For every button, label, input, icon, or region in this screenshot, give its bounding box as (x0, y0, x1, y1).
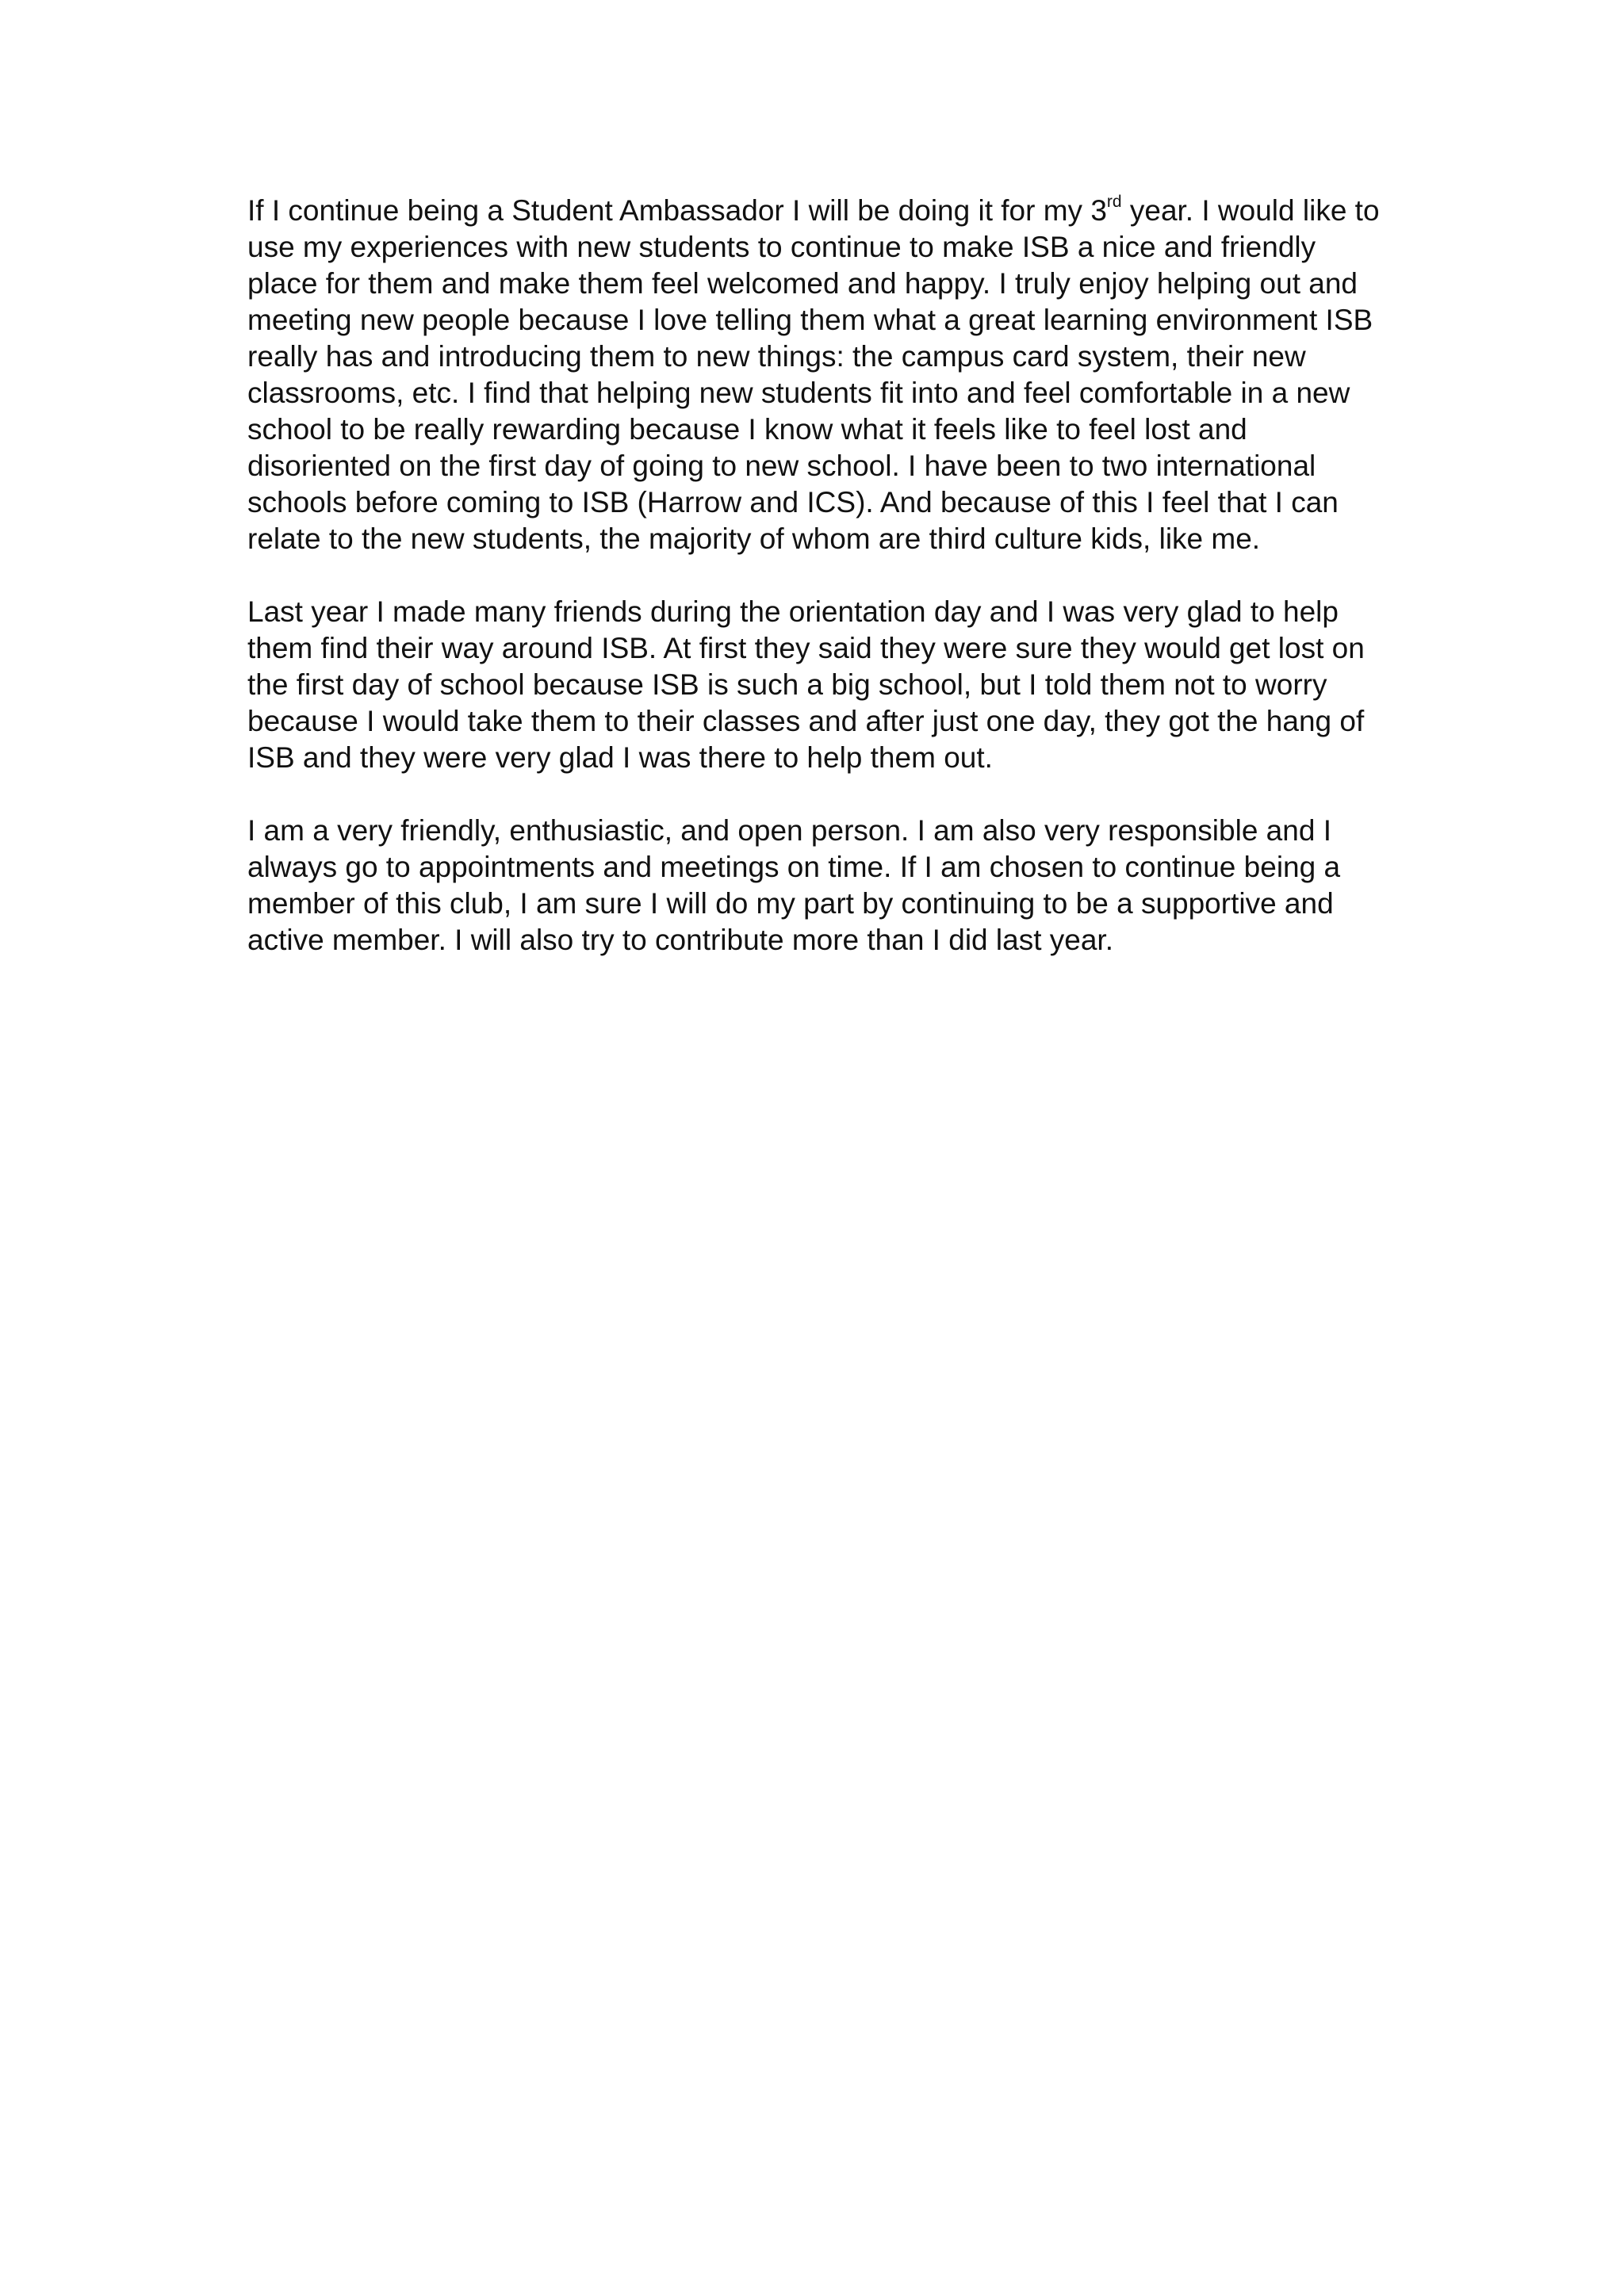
ordinal-suffix: rd (1106, 192, 1122, 211)
paragraph-3: I am a very friendly, enthusiastic, and open person. I am also very responsible and I always go to appointments and meetings on time. If I am chosen to continue being a member of this club, I am sure I will do my part by continuing to be a supportive and active member. I will also try to contribute more than I did last year. (247, 814, 1341, 956)
paragraph-1-text-start: If I continue being a Student Ambassador I will be doing it for my 3 (247, 194, 1107, 227)
paragraph-1-text-end: year. I would like to use my experiences with new students to continue to make ISB a nice and friendly place for them and make them feel welcomed and happy. I truly enjoy helping out and meeting new people because I love telling them what a great learning environment ISB really has and introducing them to new things: the campus card system, their new classrooms, etc. I find that helping new students fit into and feel comfortable in a new school to be really rewarding because I know what it feels like to feel lost and disoriented on the first day of going to new school. I have been to two international schools before coming to ISB (Harrow and ICS). And because of this I feel that I can relate to the new students, the majority of whom are third culture kids, like me. (247, 194, 1380, 555)
paragraph-2: Last year I made many friends during the orientation day and I was very glad to help them find their way around ISB. At first they said they were sure they would get lost on the first day of school because ISB is such a big school, but I told them not to worry because I would take them to their classes and after just one day, they got the hang of ISB and they were very glad I was there to help them out. (247, 595, 1365, 774)
document-body (247, 193, 1389, 959)
paragraph-1 (247, 193, 1389, 557)
